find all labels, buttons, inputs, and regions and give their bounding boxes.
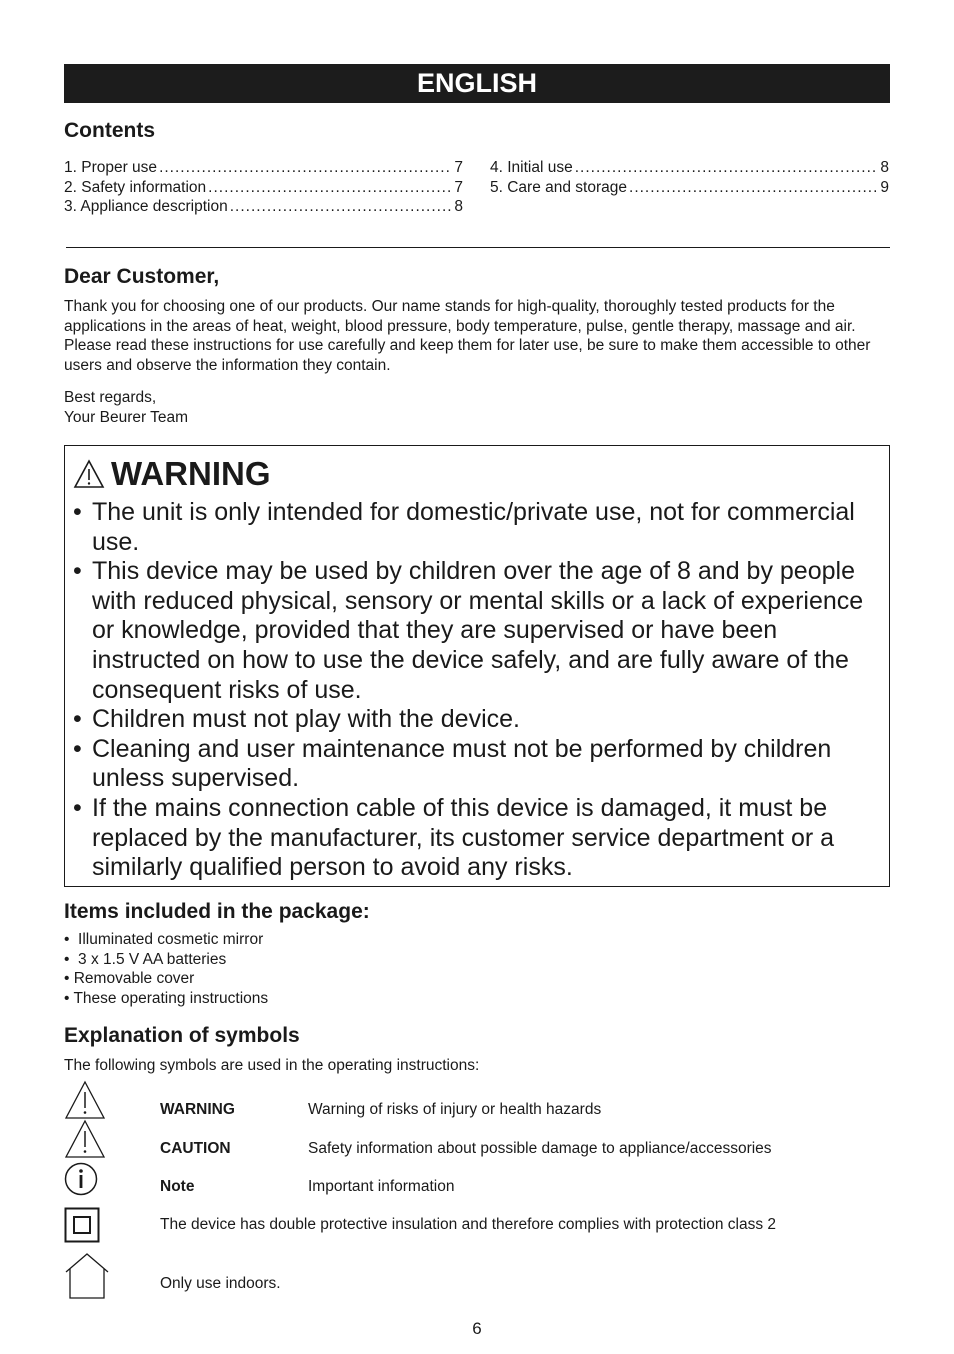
symbol-name: Note [160, 1178, 195, 1195]
symbol-row-protection-class [64, 1207, 890, 1251]
warning-item: • The unit is only intended for domestic/private use, not for commercial use. [73, 498, 855, 556]
package-heading: Items included in the package: [64, 900, 370, 923]
warning-box [64, 445, 890, 887]
toc-leader [208, 178, 452, 198]
symbol-desc: Warning of risks of injury or health hazards [308, 1101, 602, 1118]
toc-entry-label: 5. Care and storage [490, 178, 628, 196]
symbols-heading: Explanation of symbols [64, 1024, 300, 1047]
toc-entry[interactable] [490, 178, 889, 198]
symbol-name: CAUTION [160, 1140, 231, 1157]
symbol-name: WARNING [160, 1101, 235, 1118]
toc-leader [159, 158, 452, 178]
toc-entry-page: 7 [454, 159, 463, 176]
warning-title-text: WARNING [111, 455, 271, 492]
symbol-desc: The device has double protective insulation and therefore complies with protection class 2 [160, 1216, 777, 1233]
symbol-row-warning [64, 1080, 890, 1124]
package-item: • These operating instructions [64, 989, 269, 1007]
warning-triangle-icon [64, 1080, 106, 1120]
language-banner: ENGLISH [64, 64, 890, 103]
toc-entry[interactable] [490, 158, 889, 178]
warning-triangle-icon [73, 459, 105, 489]
toc-entry[interactable] [64, 178, 463, 198]
toc-right-column [490, 158, 889, 197]
toc-entry-page: 7 [454, 178, 463, 196]
toc-leader [629, 178, 878, 198]
symbol-desc: Safety information about possible damage to appliance/accessories [308, 1140, 772, 1157]
toc-entry[interactable] [64, 158, 463, 178]
toc-entry-label: 3. Appliance description [64, 198, 228, 215]
section-divider [66, 247, 890, 248]
package-item: • Illuminated cosmetic mirror [64, 931, 264, 948]
toc-entry-label: 4. Initial use [490, 159, 573, 176]
toc-entry[interactable] [64, 197, 463, 217]
protection-class-2-icon [64, 1207, 100, 1243]
greeting-sign-line-1: Best regards, [64, 389, 157, 406]
symbols-intro: The following symbols are used in the operating instructions: [64, 1057, 480, 1074]
toc-entry-page: 8 [454, 198, 463, 215]
greeting-body: Thank you for choosing one of our products. Our name stands for high-quality, thoroughly tested products for the applications in the areas of heat, weight, blood pressure, body temperature, pulse, gentle therapy, massage and air. Please read these instructions for use carefully and keep them for later use, be sure to make them accessible to other users and observe the information they contain. [64, 298, 871, 374]
toc-entry-label: 2. Safety information [64, 178, 207, 196]
symbol-row-indoor [64, 1252, 890, 1296]
toc-entry-label: 1. Proper use [64, 159, 158, 176]
caution-triangle-icon [64, 1119, 106, 1159]
contents-heading: Contents [64, 119, 155, 142]
info-icon [64, 1162, 98, 1196]
warning-title [73, 454, 271, 494]
toc-entry-page: 9 [880, 178, 889, 196]
toc-entry-page: 8 [880, 159, 889, 176]
warning-item: • If the mains connection cable of this device is damaged, it must be replaced by the manufacturer, its customer service department or a similarly qualified person to avoid any risks. [73, 793, 835, 882]
warning-item: • This device may be used by children over the age of 8 and by people with reduced physical, sensory or mental skills or a lack of experience or knowledge, provided that they are supervised or have been instructed on how to use the device safely, and are fully aware of the consequent risks of use. [73, 557, 864, 704]
symbol-desc: Only use indoors. [160, 1275, 281, 1292]
symbol-row-caution [64, 1119, 890, 1163]
greeting-heading: Dear Customer, [64, 265, 220, 288]
warning-item: • Cleaning and user maintenance must not be performed by children unless supervised. [73, 734, 832, 793]
package-item: • Removable cover [64, 970, 195, 987]
package-list [64, 930, 268, 1008]
page-number: 6 [472, 1319, 482, 1338]
greeting-sign-line-2: Your Beurer Team [64, 409, 189, 426]
package-item: • 3 x 1.5 V AA batteries [64, 950, 227, 968]
toc-leader [575, 158, 879, 178]
toc-left-column [64, 158, 463, 217]
warning-item: • Children must not play with the device. [73, 705, 520, 734]
indoor-house-icon [64, 1252, 110, 1300]
warning-list [73, 498, 883, 883]
toc-leader [230, 197, 453, 217]
symbol-desc: Important information [308, 1178, 455, 1195]
symbol-row-note [64, 1162, 890, 1206]
